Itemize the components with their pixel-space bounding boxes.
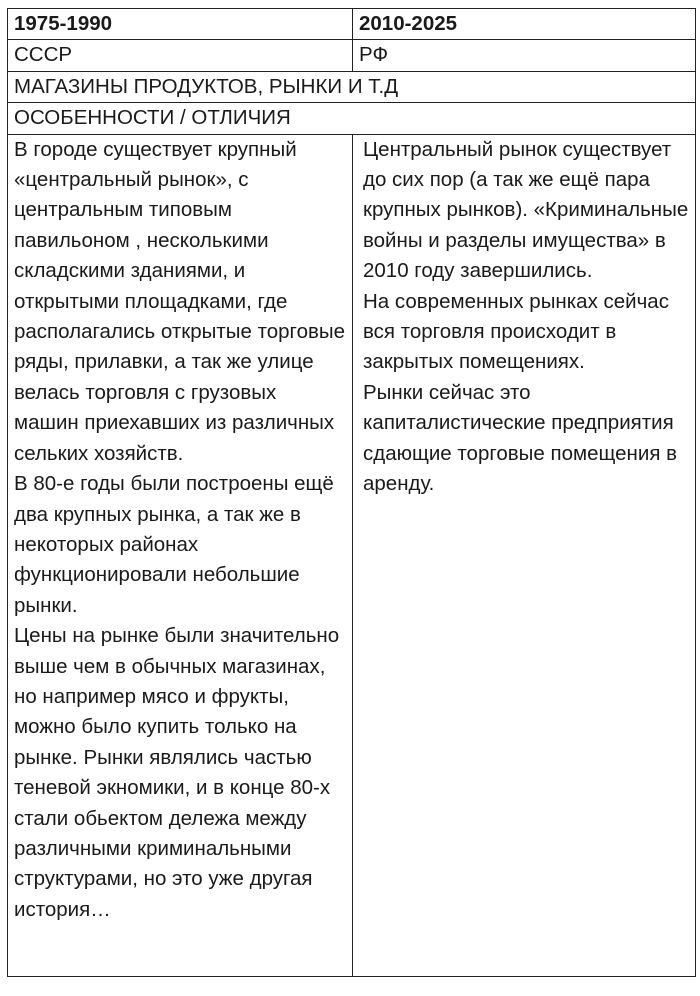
right-paragraph: На современных рынках сейчас вся торговля происходит в закрытых помещениях.	[363, 289, 669, 374]
section-title: МАГАЗИНЫ ПРОДУКТОВ, РЫНКИ И Т.Д	[8, 71, 696, 102]
header-period-left: 1975-1990	[8, 9, 353, 40]
left-paragraph: В городе существует крупный «центральный рынок», с центральным типовым павильоном , несколькими складскими зданиями, и открытыми площадками, где располагались открытые торговые ряды, прилавки, а так же улице велась торговля с грузовых машин приехавших из различных сельких хозяйств.	[14, 137, 346, 465]
right-column-text	[353, 134, 696, 976]
country-left: СССР	[8, 40, 353, 71]
comparison-table	[7, 8, 696, 977]
subsection-title: ОСОБЕННОСТИ / ОТЛИЧИЯ	[8, 103, 696, 134]
section-row	[8, 71, 696, 102]
country-row	[8, 40, 696, 71]
left-paragraph: В 80-е годы были построены ещё два крупных рынка, а так же в некоторых районах функционировали небольшие рынки.	[14, 472, 334, 617]
country-right: РФ	[353, 40, 696, 71]
right-paragraph: Центральный рынок существует до сих пор (а так же ещё пара крупных рынков). «Криминальные войны и разделы имущества» в 2010 году завершились.	[363, 137, 689, 283]
subsection-row	[8, 103, 696, 134]
right-paragraph: Рынки сейчас это капиталистические предприятия сдающие торговые помещения в аренду.	[363, 380, 678, 496]
header-period-right: 2010-2025	[353, 9, 696, 40]
left-paragraph: Цены на рынке были значительно выше чем в обычных магазинах, но например мясо и фрукты, можно было купить только на рынке. Рынки являлись частью теневой экномики, и в конце 80-х стали обьектом дележа между различными криминальными структурами, но это уже другая история…	[14, 624, 340, 921]
content-row	[8, 134, 696, 976]
left-column-text	[8, 134, 353, 976]
header-row	[8, 9, 696, 40]
